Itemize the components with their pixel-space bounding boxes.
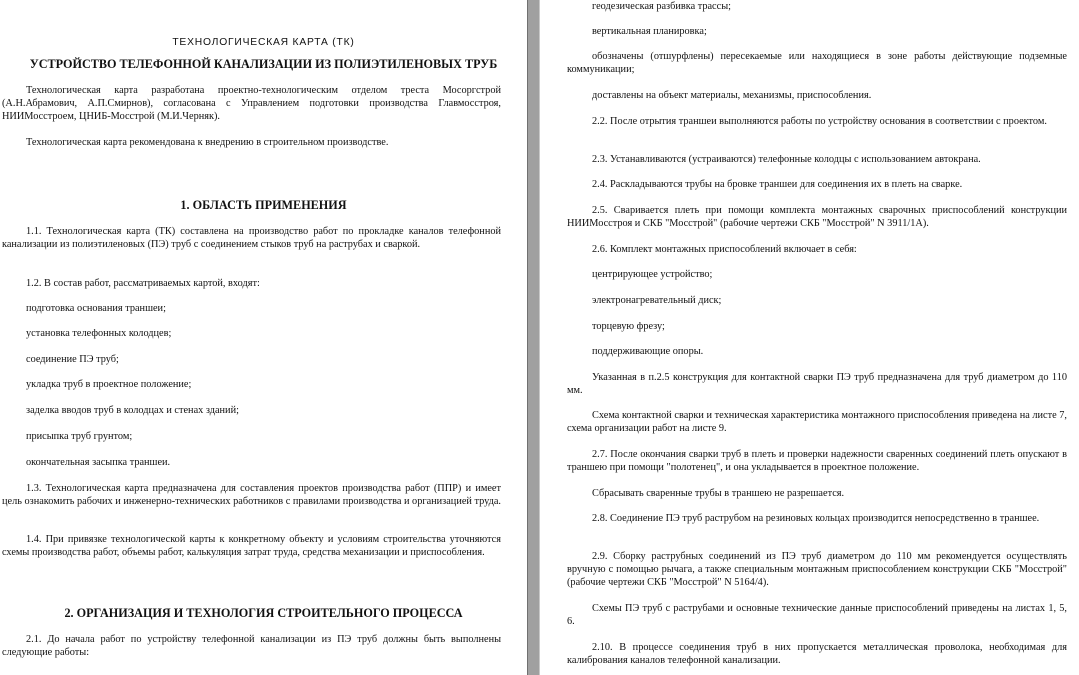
list-item: укладка труб в проектное положение; (26, 379, 192, 390)
paragraph-2-9: 2.9. Сборку раструбных соединений из ПЭ труб диаметром до 110 мм рекомендуется осуществлять вручную с помощью рычага, а также специальным монтажным приспособлением конструкции СКБ "Мосстрой" (рабочие чертежи СКБ "Мосстрой" N 5164/4). (567, 551, 1067, 588)
paragraph-2-5: 2.5. Сваривается плеть при помощи комплекта монтажных сварочных приспособлений конструкции НИИМосстроя и СКБ "Мосстрой" (рабочие чертежи СКБ "Мосстрой" N 3911/1А). (567, 205, 1067, 229)
paragraph-2-8: 2.8. Соединение ПЭ труб раструбом на резиновых кольцах производится непосредственно в траншее. (592, 513, 1040, 524)
paragraph-2-1: 2.1. До начала работ по устройству телефонной канализации из ПЭ труб должны быть выполнены следующие работы: (2, 634, 501, 658)
paragraph-welding-diameter: Указанная в п.2.5 конструкция для контактной сварки ПЭ труб предназначена для труб диаметром до 110 мм. (567, 372, 1067, 396)
section-1-heading: 1. ОБЛАСТЬ ПРИМЕНЕНИЯ (180, 198, 347, 212)
paragraph-welding-scheme: Схема контактной сварки и техническая характеристика монтажного приспособления приведена на листе 7, схема организации работ на листе 9. (567, 410, 1067, 434)
paragraph-2-3: 2.3. Устанавливаются (устраиваются) телефонные колодцы с использованием автокрана. (592, 154, 981, 165)
intro-paragraph: Технологическая карта разработана проектно-технологическим отделом треста Мосоргстрой (А.Н.Абрамович, А.П.Смирнов), согласована с Управлением подготовки производства Главмосстроя, НИИМосстроем, ЦНИБ-Мосстрой (М.И.Черняк). (2, 85, 501, 122)
paragraph-2-7: 2.7. После окончания сварки труб в плеть и проверки надежности сваренных соединений плеть опускают в траншею при помощи "полотенец", и она укладывается в проектное положение. (567, 449, 1067, 473)
list-item: поддерживающие опоры. (592, 346, 704, 357)
doc-type-label: ТЕХНОЛОГИЧЕСКАЯ КАРТА (ТК) (172, 37, 355, 48)
list-item: доставлены на объект материалы, механизмы, приспособления. (592, 90, 872, 101)
document-page-right (540, 0, 1079, 675)
paragraph-1-3: 1.3. Технологическая карта предназначена для составления проектов производства работ (ППР) и имеет цель ознакомить рабочих и инженерно-технических работников с правилами производства и организацией труда. (2, 483, 502, 507)
list-item: соединение ПЭ труб; (26, 354, 119, 365)
list-item: центрирующее устройство; (592, 269, 713, 280)
paragraph-drop-warning: Сбрасывать сваренные трубы в траншею не разрешается. (592, 488, 845, 499)
document-title: УСТРОЙСТВО ТЕЛЕФОННОЙ КАНАЛИЗАЦИИ ИЗ ПОЛИЭТИЛЕНОВЫХ ТРУБ (29, 57, 498, 71)
paragraph-schemes: Схемы ПЭ труб с раструбами и основные технические данные приспособлений приведены на листах 1, 5, 6. (567, 603, 1067, 627)
list-item: присыпка труб грунтом; (26, 431, 133, 442)
list-item: установка телефонных колодцев; (26, 328, 172, 339)
paragraph-1-1: 1.1. Технологическая карта (ТК) составлена на производство работ по прокладке каналов телефонной канализации из полиэтиленовых (ПЭ) труб с соединением стыков труб на раструбах и сваркой. (2, 226, 501, 250)
paragraph-2-10: 2.10. В процессе соединения труб в них пропускается металлическая проволока, необходимая для калибрования каналов телефонной канализации. (567, 642, 1067, 666)
paragraph-2-4: 2.4. Раскладываются трубы на бровке траншеи для соединения их в плеть на сварке. (592, 179, 963, 190)
list-item: вертикальная планировка; (592, 26, 707, 37)
document-page-left (0, 0, 527, 675)
list-item: геодезическая разбивка трассы; (592, 1, 731, 12)
list-item: обозначены (отшурфлены) пересекаемые или находящиеся в зоне работы действующие подземные коммуникации; (567, 51, 1067, 75)
paragraph-1-2: 1.2. В состав работ, рассматриваемых картой, входят: (26, 278, 260, 289)
list-item: торцевую фрезу; (592, 321, 665, 332)
section-2-heading: 2. ОРГАНИЗАЦИЯ И ТЕХНОЛОГИЯ СТРОИТЕЛЬНОГО ПРОЦЕССА (64, 606, 463, 620)
list-item: электронагревательный диск; (592, 295, 722, 306)
paragraph-2-2: 2.2. После отрытия траншеи выполняются работы по устройству основания в соответствии с проектом. (592, 116, 1047, 127)
list-item: окончательная засыпка траншеи. (26, 457, 171, 468)
paragraph-2-6: 2.6. Комплект монтажных приспособлений включает в себя: (592, 244, 857, 255)
paragraph-1-4: 1.4. При привязке технологической карты к конкретному объекту и условиям строительства уточняются схемы производства работ, объемы работ, калькуляция затрат труда, средства механизации и приспособления. (2, 534, 501, 558)
page-gutter (527, 0, 540, 675)
recommendation-paragraph: Технологическая карта рекомендована к внедрению в строительном производстве. (26, 137, 389, 148)
list-item: подготовка основания траншеи; (26, 303, 166, 314)
list-item: заделка вводов труб в колодцах и стенах зданий; (26, 405, 239, 416)
